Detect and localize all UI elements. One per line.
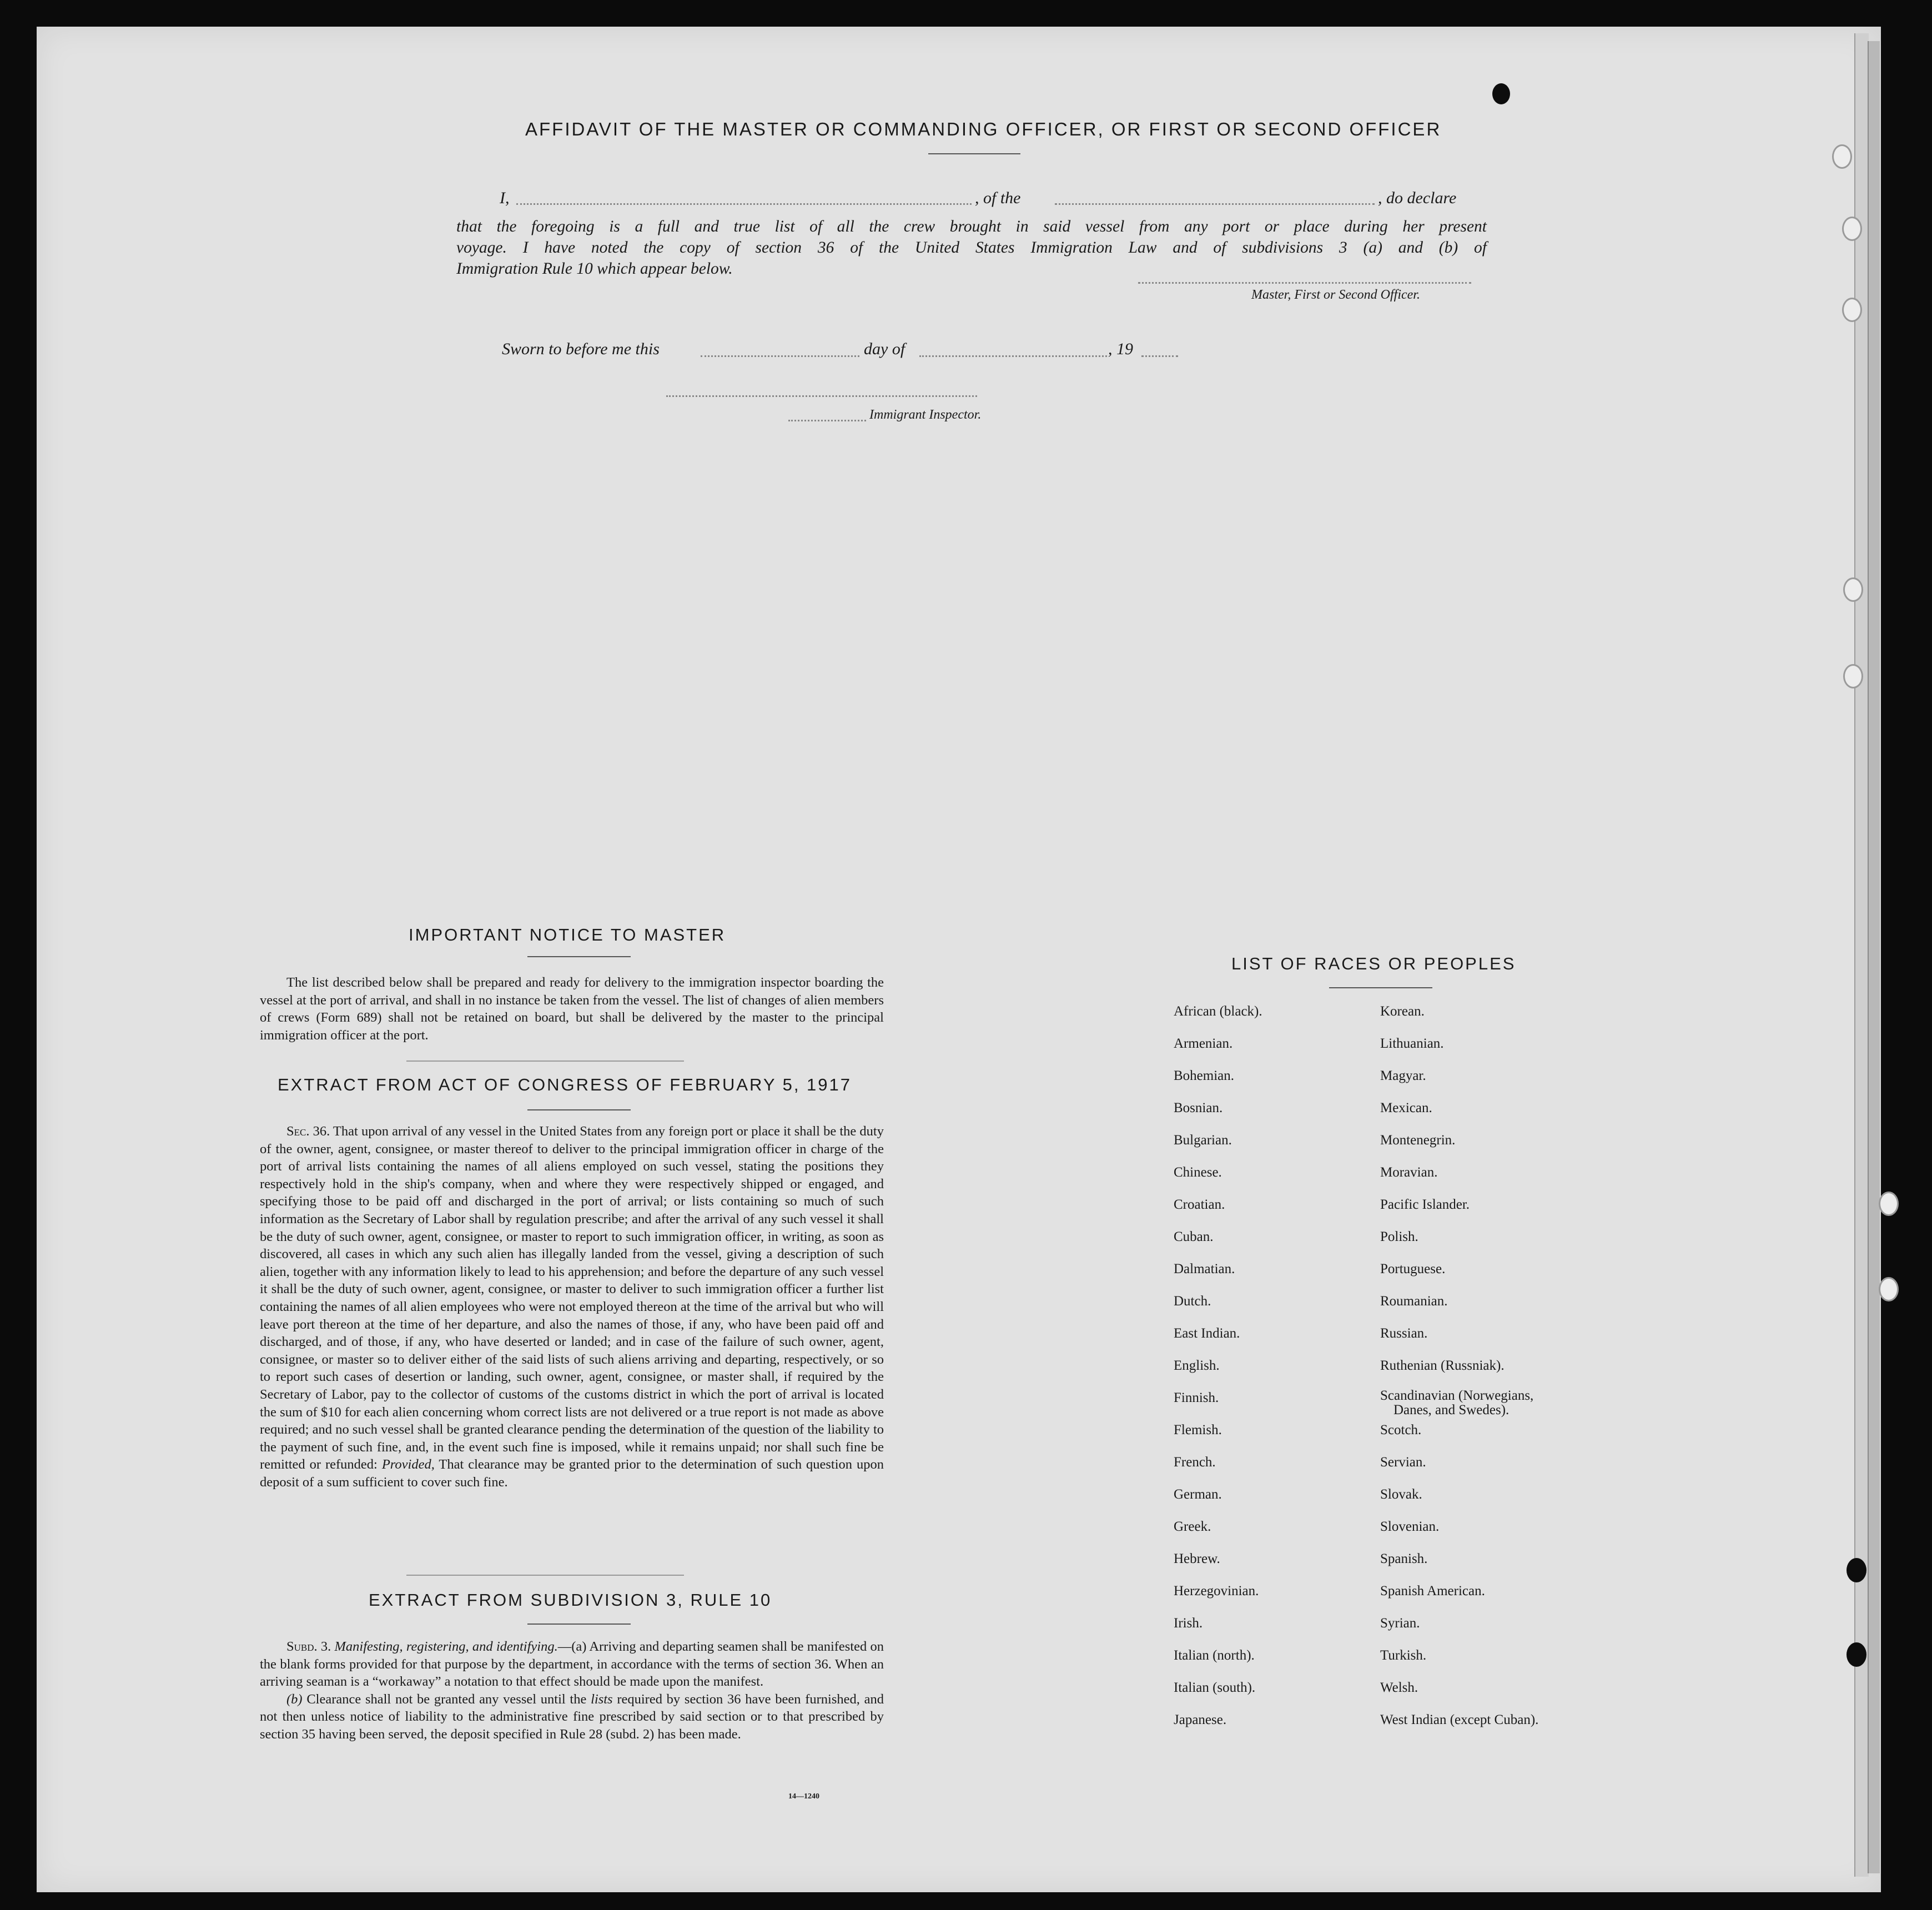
notice-title: IMPORTANT NOTICE TO MASTER (409, 925, 726, 944)
race-item: Moravian. (1380, 1165, 1438, 1180)
race-item: Magyar. (1380, 1068, 1426, 1083)
document-page (37, 27, 1881, 1892)
race-item: Spanish. (1380, 1551, 1428, 1566)
race-item: Bosnian. (1174, 1100, 1223, 1115)
race-item: Mexican. (1380, 1100, 1432, 1115)
race-item: Scotch. (1380, 1423, 1422, 1437)
page-edge (1868, 41, 1880, 1873)
race-item: Bulgarian. (1174, 1133, 1232, 1148)
binder-hole (1843, 664, 1863, 688)
races-title: LIST OF RACES OR PEOPLES (1231, 954, 1516, 973)
subd-label: Subd. 3. (286, 1639, 331, 1654)
race-item: French. (1174, 1455, 1216, 1470)
race-item: Russian. (1380, 1326, 1428, 1341)
race-item: Korean. (1380, 1004, 1425, 1019)
notice-text: The list described below shall be prepared and ready for delivery to the immigration inspector boarding the vessel at the port of arrival, and shall in no instance be taken from the vessel. The list of changes of alien members of crews (Form 689) shall not be retained on board, but shall be delivered by the master to the principal immigration officer at the port. (260, 975, 884, 1043)
race-item: Slovak. (1380, 1487, 1422, 1502)
binder-hole (1847, 1558, 1866, 1582)
race-item: Herzegovinian. (1174, 1584, 1259, 1599)
race-item: Portuguese. (1380, 1261, 1446, 1276)
race-item: Greek. (1174, 1519, 1211, 1534)
divider (527, 956, 631, 957)
divider (406, 1575, 684, 1576)
rule-title: EXTRACT FROM SUBDIVISION 3, RULE 10 (369, 1590, 772, 1610)
subd-heading: Manifesting, registering, and identifying. (334, 1639, 558, 1654)
inspector-caption: Immigrant Inspector. (869, 408, 982, 422)
race-item: Chinese. (1174, 1165, 1222, 1180)
race-item: Dutch. (1174, 1294, 1211, 1309)
race-item: Croatian. (1174, 1197, 1225, 1212)
race-item: Pacific Islander. (1380, 1197, 1470, 1212)
year-label: , 19 (1108, 340, 1133, 358)
race-item: Syrian. (1380, 1616, 1420, 1631)
race-item: Polish. (1380, 1229, 1418, 1244)
race-item: Italian (south). (1174, 1680, 1256, 1695)
binder-hole (1843, 577, 1863, 602)
divider (527, 1624, 631, 1625)
race-item: Slovenian. (1380, 1519, 1440, 1534)
day-of-label: day of (864, 340, 905, 358)
race-item: Japanese. (1174, 1712, 1227, 1727)
race-item: Dalmatian. (1174, 1261, 1235, 1276)
affidavit-line-2: that the foregoing is a full and true list of all the crew brought in said vessel from any port or place during her present (456, 218, 1487, 235)
do-declare-label: , do declare (1378, 189, 1457, 207)
form-number: 14—1240 (788, 1792, 819, 1801)
affidavit-i-label: I, (500, 189, 510, 207)
race-item: Finnish. (1174, 1390, 1219, 1405)
race-item: Irish. (1174, 1616, 1203, 1631)
race-item: Servian. (1380, 1455, 1426, 1470)
race-item: Lithuanian. (1380, 1036, 1444, 1051)
year-blank (1141, 355, 1178, 357)
race-item: German. (1174, 1487, 1222, 1502)
binder-hole (1842, 217, 1862, 241)
race-item: Ruthenian (Russniak). (1380, 1358, 1505, 1373)
provided-label: Provided, (381, 1457, 435, 1472)
affidavit-title: AFFIDAVIT OF THE MASTER OR COMMANDING OFFICER, OR FIRST OR SECOND OFFICER (525, 119, 1442, 139)
divider (406, 1060, 684, 1062)
race-item: Italian (north). (1174, 1648, 1255, 1663)
affidavit-line-4: Immigration Rule 10 which appear below. (456, 260, 733, 278)
race-item: Danes, and Swedes). (1393, 1403, 1510, 1418)
sec-label: Sec. 36. (286, 1124, 330, 1139)
divider (1329, 987, 1432, 988)
race-item: Spanish American. (1380, 1584, 1485, 1599)
sworn-label: Sworn to before me this (502, 340, 660, 358)
name-blank (516, 203, 972, 205)
divider (928, 153, 1020, 154)
race-item: Welsh. (1380, 1680, 1418, 1695)
race-item: Montenegrin. (1380, 1133, 1456, 1148)
of-the-label: , of the (975, 189, 1021, 207)
binder-hole (1879, 1277, 1899, 1301)
vessel-blank (1055, 203, 1375, 205)
race-item: Flemish. (1174, 1423, 1222, 1437)
race-item: Hebrew. (1174, 1551, 1220, 1566)
rule-text: Subd. 3. Manifesting, registering, and identifying.—(a) Arriving and departing seamen shall be manifested on the blank forms provided for that purpose by the department, in accordance with the terms of section 36. When an arriving seaman is a “workaway” a notation to that effect should be made upon the manifest. (b) Clearance shall not be granted any vessel until the lists required by section 36 have been furnished, and not then unless notice of liability to the administrative fine prescribed by said section or to that prescribed by section 35 having been served, the deposit specified in Rule 28 (subd. 2) has been made. (260, 1639, 884, 1742)
race-item: English. (1174, 1358, 1220, 1373)
signature-caption: Master, First or Second Officer. (1251, 288, 1420, 302)
act-title: EXTRACT FROM ACT OF CONGRESS OF FEBRUARY 5, 1917 (278, 1075, 852, 1094)
binder-hole (1832, 144, 1852, 169)
race-item: West Indian (except Cuban). (1380, 1712, 1539, 1727)
race-item: African (black). (1174, 1004, 1262, 1019)
race-item: Cuban. (1174, 1229, 1214, 1244)
race-item: East Indian. (1174, 1326, 1240, 1341)
binder-hole (1842, 298, 1862, 322)
race-item: Roumanian. (1380, 1294, 1448, 1309)
act-text: Sec. 36. That upon arrival of any vessel in the United States from any foreign port or place it shall be the duty of the owner, agent, consignee, or master thereof to deliver to the principal immigration officer in charge of the port of arrival lists containing the names of all aliens employed on such vessel, stating the positions they respectively hold in the ship's company, when and where they were respectively shipped or engaged, and specifying those to be paid off and discharged in the port of arrival; or lists containing so much of such information as the Secretary of Labor shall by regulation prescribe; and after the arrival of any such vessel it shall be the duty of such owner, agent, consignee, or master to report to such immigration officer, in writing, as soon as discovered, all cases in which any such alien has illegally landed from the vessel, giving a description of such alien, together with any information likely to lead to his apprehension; and before the departure of any such vessel it shall be the duty of such owner, agent, consignee, or master to deliver to such immigration officer a further list containing the names of all alien employees who were not employed thereon at the time of the arrival but who will leave port thereon at the time of her departure, and also the names of those, if any, who have been paid off and discharged, and of those, if any, who have deserted or landed; and in case of the failure of such owner, agent, consignee, or master so to deliver either of the said lists of such aliens arriving and departing, respectively, or so to report such cases of desertion or landing, such owner, agent, consignee, or master shall, if required by the Secretary of Labor, pay to the collector of customs of the customs district in which the port of arrival is located the sum of $10 for each alien concerning whom correct lists are not delivered or a true report is not made as above required; and no such vessel shall be granted clearance pending the determination of the question of the liability to the payment of such fine, and, in the event such fine is imposed, while it remains unpaid; nor shall such fine be remitted or refunded: Provided, That clearance may be granted prior to the determination of such question upon deposit of a sum sufficient to cover such fine. (260, 1124, 884, 1490)
inspector-blank (666, 395, 977, 397)
race-item: Armenian. (1174, 1036, 1233, 1051)
race-item: Scandinavian (Norwegians, (1380, 1388, 1534, 1403)
race-item: Bohemian. (1174, 1068, 1235, 1083)
divider (527, 1109, 631, 1110)
month-blank (919, 355, 1107, 357)
binder-hole (1492, 83, 1510, 104)
signature-blank (1138, 282, 1471, 284)
race-item: Turkish. (1380, 1648, 1427, 1663)
binder-hole (1879, 1192, 1899, 1216)
inspector-blank-2 (788, 420, 866, 421)
binder-hole (1847, 1642, 1866, 1667)
day-blank (701, 355, 859, 357)
affidavit-line-3: voyage. I have noted the copy of section 36 of the United States Immigration Law and of subdivisions 3 (a) and (b) of (456, 239, 1487, 257)
